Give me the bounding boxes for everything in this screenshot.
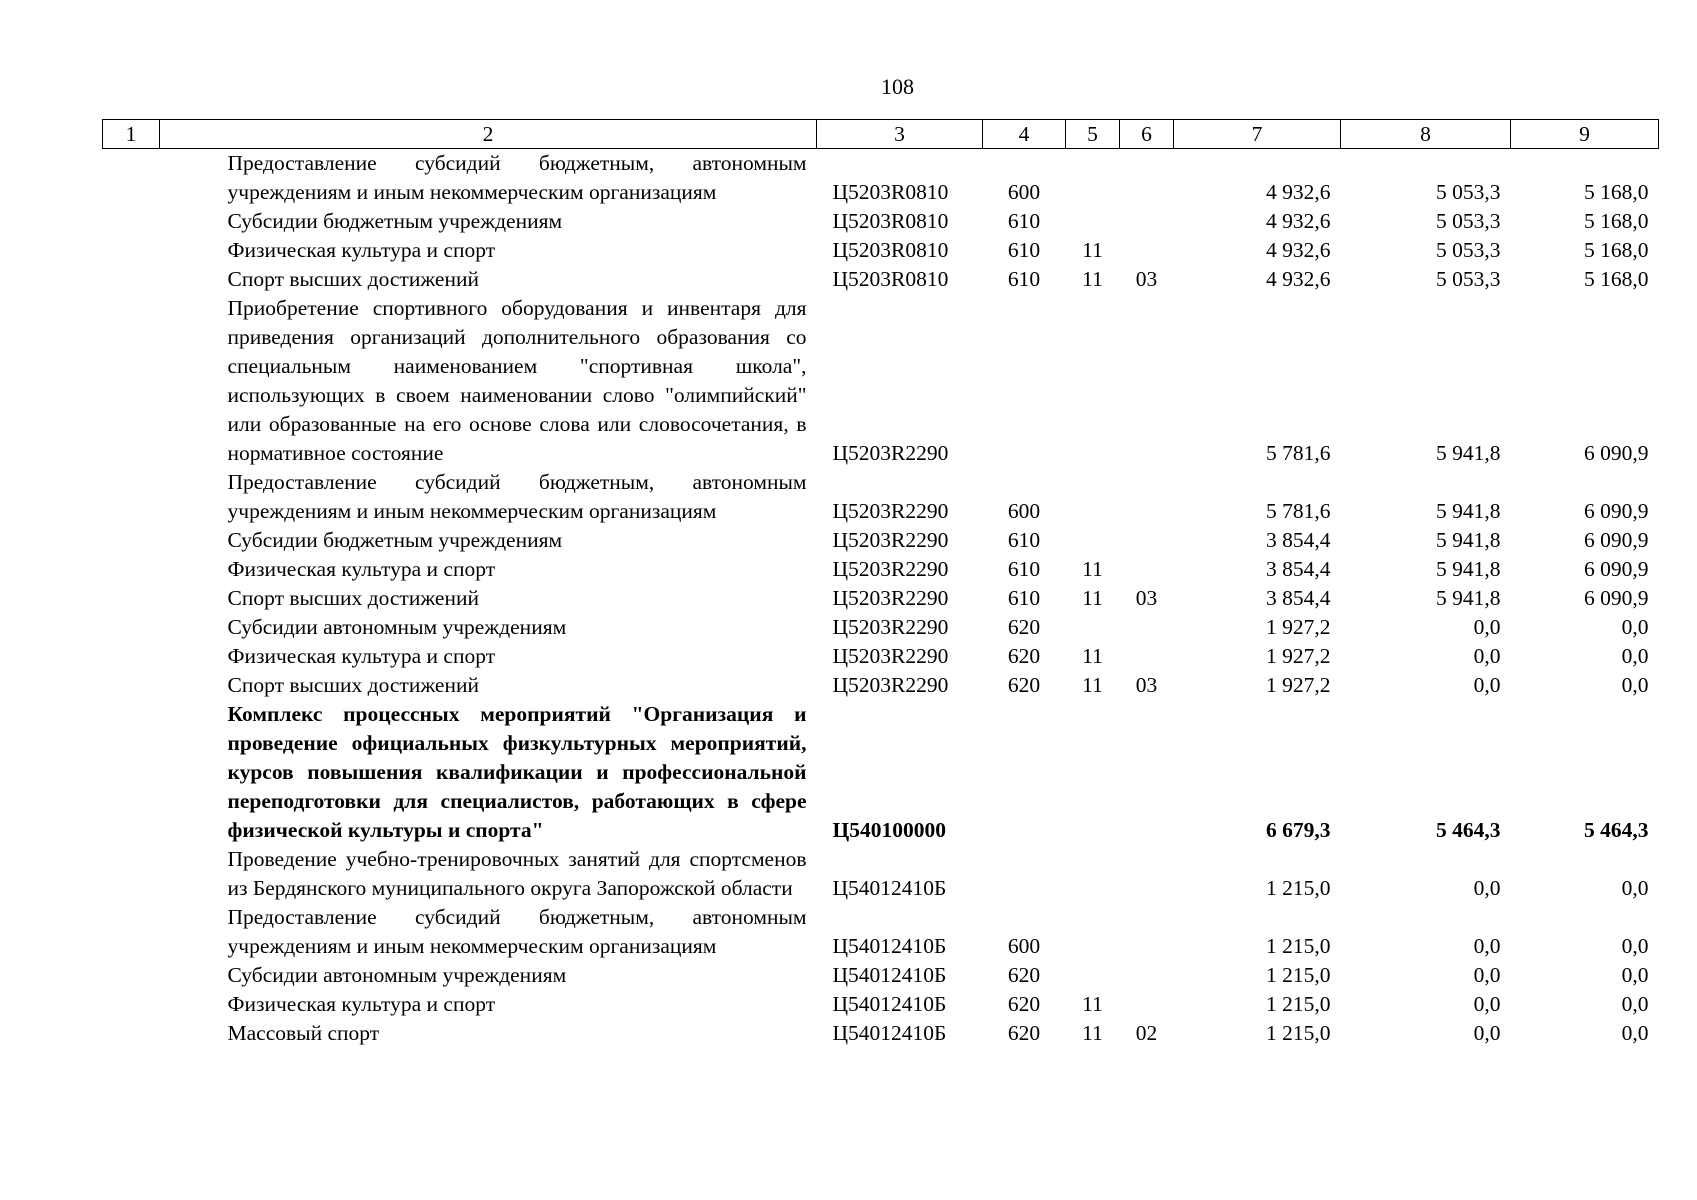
amount-col7-cell: 5 781,6 <box>1266 441 1331 465</box>
section-cell: 11 <box>1082 267 1103 291</box>
amount-col9-cell: 6 090,9 <box>1584 586 1649 610</box>
expense-type-cell <box>983 700 1066 845</box>
row-spacer-cell <box>103 236 160 265</box>
header-col-6: 6 <box>1120 120 1174 149</box>
expense-type-cell <box>983 845 1066 903</box>
section-cell <box>1066 613 1120 642</box>
amount-col9-cell: 5 464,3 <box>1584 818 1649 842</box>
amount-col7-cell: 1 215,0 <box>1266 963 1331 987</box>
expense-type-cell: 610 <box>1007 528 1041 552</box>
target-code-cell: Ц5203R0810 <box>832 209 949 233</box>
subsection-cell <box>1120 526 1174 555</box>
section-cell: 11 <box>1082 238 1103 262</box>
section-cell <box>1066 961 1120 990</box>
target-code-cell: Ц5203R2290 <box>832 528 949 552</box>
expense-type-cell: 620 <box>1007 992 1041 1016</box>
row-spacer-cell <box>103 700 160 845</box>
amount-col9-cell: 0,0 <box>1621 992 1649 1016</box>
amount-col7-cell: 1 215,0 <box>1266 992 1331 1016</box>
table-row <box>103 990 1659 1019</box>
target-code-cell: Ц5203R2290 <box>832 615 949 639</box>
amount-col7-cell: 1 215,0 <box>1266 1021 1331 1045</box>
amount-col7-cell: 3 854,4 <box>1266 557 1331 581</box>
item-name-cell: Субсидии автономным учреждениям <box>227 963 567 987</box>
amount-col8-cell: 0,0 <box>1473 644 1501 668</box>
budget-table <box>102 119 1659 1048</box>
header-col-5: 5 <box>1066 120 1120 149</box>
item-name-cell: Спорт высших достижений <box>227 586 479 610</box>
target-code-cell: Ц5203R0810 <box>832 238 949 262</box>
amount-col9-cell: 6 090,9 <box>1584 441 1649 465</box>
item-name-cell: Субсидии автономным учреждениям <box>227 615 567 639</box>
item-name-cell: Приобретение спортивного оборудования и инвентаря для приведения организаций дополнительного образования со специальным наименованием "спортивная школа", использующих в своем наименовании слово "олимпийский" или образованные на его основе слова или словосочетания, в нормативное состояние <box>227 296 807 465</box>
table-row <box>103 671 1659 700</box>
amount-col8-cell: 5 941,8 <box>1436 586 1501 610</box>
amount-col8-cell: 0,0 <box>1473 876 1501 900</box>
table-body <box>103 149 1659 1049</box>
section-cell <box>1066 207 1120 236</box>
row-spacer-cell <box>103 845 160 903</box>
section-cell <box>1066 294 1120 468</box>
section-cell <box>1066 468 1120 526</box>
row-spacer-cell <box>103 671 160 700</box>
amount-col9-cell: 0,0 <box>1621 615 1649 639</box>
target-code-cell: Ц54012410Б <box>832 934 947 958</box>
table-row <box>103 584 1659 613</box>
amount-col8-cell: 0,0 <box>1473 934 1501 958</box>
row-spacer-cell <box>103 207 160 236</box>
header-col-4: 4 <box>983 120 1066 149</box>
header-col-2: 2 <box>160 120 817 149</box>
table-row <box>103 845 1659 903</box>
section-cell: 11 <box>1082 586 1103 610</box>
table-row <box>103 149 1659 208</box>
amount-col8-cell: 5 941,8 <box>1436 528 1501 552</box>
expense-type-cell: 610 <box>1007 586 1041 610</box>
amount-col8-cell: 5 053,3 <box>1436 180 1501 204</box>
amount-col7-cell: 4 932,6 <box>1266 180 1331 204</box>
target-code-cell: Ц540100000 <box>832 818 946 842</box>
section-cell <box>1066 700 1120 845</box>
amount-col8-cell: 0,0 <box>1473 992 1501 1016</box>
table-row <box>103 468 1659 526</box>
target-code-cell: Ц54012410Б <box>832 963 947 987</box>
amount-col9-cell: 0,0 <box>1621 934 1649 958</box>
row-spacer-cell <box>103 613 160 642</box>
row-spacer-cell <box>103 294 160 468</box>
amount-col9-cell: 0,0 <box>1621 876 1649 900</box>
amount-col9-cell: 0,0 <box>1621 644 1649 668</box>
amount-col8-cell: 5 941,8 <box>1436 557 1501 581</box>
table-row <box>103 265 1659 294</box>
section-cell: 11 <box>1082 673 1103 697</box>
section-cell: 11 <box>1082 1021 1103 1045</box>
amount-col8-cell: 5 941,8 <box>1436 441 1501 465</box>
section-cell: 11 <box>1082 557 1103 581</box>
expense-type-cell: 610 <box>1007 238 1041 262</box>
table-row <box>103 700 1659 845</box>
item-name-cell: Спорт высших достижений <box>227 267 479 291</box>
subsection-cell: 03 <box>1135 586 1158 610</box>
amount-col7-cell: 4 932,6 <box>1266 209 1331 233</box>
target-code-cell: Ц5203R2290 <box>832 586 949 610</box>
subsection-cell <box>1120 613 1174 642</box>
amount-col9-cell: 6 090,9 <box>1584 528 1649 552</box>
expense-type-cell: 620 <box>1007 673 1041 697</box>
expense-type-cell: 600 <box>1007 499 1041 523</box>
row-spacer-cell <box>103 903 160 961</box>
subsection-cell <box>1120 207 1174 236</box>
table-row <box>103 613 1659 642</box>
target-code-cell: Ц5203R2290 <box>832 557 949 581</box>
row-spacer-cell <box>103 642 160 671</box>
amount-col7-cell: 1 215,0 <box>1266 934 1331 958</box>
amount-col7-cell: 3 854,4 <box>1266 586 1331 610</box>
amount-col7-cell: 1 927,2 <box>1266 615 1331 639</box>
table-row <box>103 207 1659 236</box>
subsection-cell: 03 <box>1135 673 1158 697</box>
row-spacer-cell <box>103 265 160 294</box>
header-col-8: 8 <box>1341 120 1511 149</box>
subsection-cell <box>1120 845 1174 903</box>
header-col-9: 9 <box>1511 120 1659 149</box>
item-name-cell: Предоставление субсидий бюджетным, автономным учреждениям и иным некоммерческим организациям <box>227 470 807 523</box>
row-spacer-cell <box>103 149 160 208</box>
amount-col7-cell: 6 679,3 <box>1266 818 1331 842</box>
amount-col7-cell: 1 215,0 <box>1266 876 1331 900</box>
header-col-7: 7 <box>1174 120 1341 149</box>
item-name-cell: Физическая культура и спорт <box>227 238 496 262</box>
amount-col8-cell: 5 053,3 <box>1436 238 1501 262</box>
expense-type-cell: 620 <box>1007 963 1041 987</box>
amount-col9-cell: 6 090,9 <box>1584 557 1649 581</box>
item-name-cell: Проведение учебно-тренировочных занятий для спортсменов из Бердянского муниципального округа Запорожской области <box>227 847 807 900</box>
expense-type-cell: 620 <box>1007 644 1041 668</box>
amount-col7-cell: 3 854,4 <box>1266 528 1331 552</box>
amount-col9-cell: 5 168,0 <box>1584 180 1649 204</box>
item-name-cell: Массовый спорт <box>227 1021 380 1045</box>
row-spacer-cell <box>103 1019 160 1048</box>
target-code-cell: Ц54012410Б <box>832 992 947 1016</box>
item-name-cell: Комплекс процессных мероприятий "Организация и проведение официальных физкультурных мероприятий, курсов повышения квалификации и профессиональной переподготовки для специалистов, работающих в сфере физической культуры и спорта" <box>227 702 807 842</box>
amount-col9-cell: 0,0 <box>1621 673 1649 697</box>
table-row <box>103 642 1659 671</box>
section-cell: 11 <box>1082 992 1103 1016</box>
header-col-3: 3 <box>817 120 983 149</box>
subsection-cell <box>1120 468 1174 526</box>
section-cell: 11 <box>1082 644 1103 668</box>
item-name-cell: Предоставление субсидий бюджетным, автономным учреждениям и иным некоммерческим организациям <box>227 151 807 204</box>
subsection-cell <box>1120 294 1174 468</box>
amount-col8-cell: 5 941,8 <box>1436 499 1501 523</box>
subsection-cell <box>1120 990 1174 1019</box>
section-cell <box>1066 526 1120 555</box>
table-header-row <box>103 120 1659 149</box>
table-row <box>103 236 1659 265</box>
expense-type-cell: 610 <box>1007 209 1041 233</box>
target-code-cell: Ц5203R2290 <box>832 673 949 697</box>
amount-col8-cell: 0,0 <box>1473 673 1501 697</box>
table-row <box>103 526 1659 555</box>
item-name-cell: Субсидии бюджетным учреждениям <box>227 209 563 233</box>
amount-col7-cell: 5 781,6 <box>1266 499 1331 523</box>
amount-col7-cell: 1 927,2 <box>1266 673 1331 697</box>
amount-col9-cell: 0,0 <box>1621 1021 1649 1045</box>
subsection-cell <box>1120 642 1174 671</box>
target-code-cell: Ц5203R2290 <box>832 441 949 465</box>
amount-col8-cell: 0,0 <box>1473 1021 1501 1045</box>
amount-col8-cell: 0,0 <box>1473 963 1501 987</box>
amount-col8-cell: 5 053,3 <box>1436 267 1501 291</box>
subsection-cell <box>1120 961 1174 990</box>
table-row <box>103 903 1659 961</box>
target-code-cell: Ц5203R2290 <box>832 499 949 523</box>
table-row <box>103 1019 1659 1048</box>
expense-type-cell: 600 <box>1007 180 1041 204</box>
page-number: 108 <box>881 74 914 99</box>
target-code-cell: Ц5203R0810 <box>832 267 949 291</box>
section-cell <box>1066 149 1120 208</box>
target-code-cell: Ц54012410Б <box>832 1021 947 1045</box>
row-spacer-cell <box>103 990 160 1019</box>
item-name-cell: Физическая культура и спорт <box>227 644 496 668</box>
row-spacer-cell <box>103 555 160 584</box>
amount-col9-cell: 5 168,0 <box>1584 209 1649 233</box>
amount-col9-cell: 5 168,0 <box>1584 238 1649 262</box>
table-row <box>103 961 1659 990</box>
amount-col7-cell: 4 932,6 <box>1266 238 1331 262</box>
subsection-cell <box>1120 700 1174 845</box>
amount-col8-cell: 5 053,3 <box>1436 209 1501 233</box>
header-col-1: 1 <box>103 120 160 149</box>
expense-type-cell: 600 <box>1007 934 1041 958</box>
item-name-cell: Физическая культура и спорт <box>227 992 496 1016</box>
expense-type-cell: 620 <box>1007 615 1041 639</box>
subsection-cell <box>1120 149 1174 208</box>
subsection-cell: 02 <box>1135 1021 1158 1045</box>
amount-col8-cell: 5 464,3 <box>1436 818 1501 842</box>
amount-col7-cell: 1 927,2 <box>1266 644 1331 668</box>
amount-col9-cell: 0,0 <box>1621 963 1649 987</box>
expense-type-cell: 610 <box>1007 267 1041 291</box>
item-name-cell: Предоставление субсидий бюджетным, автономным учреждениям и иным некоммерческим организациям <box>227 905 807 958</box>
amount-col9-cell: 5 168,0 <box>1584 267 1649 291</box>
target-code-cell: Ц5203R0810 <box>832 180 949 204</box>
target-code-cell: Ц5203R2290 <box>832 644 949 668</box>
target-code-cell: Ц54012410Б <box>832 876 947 900</box>
expense-type-cell: 620 <box>1007 1021 1041 1045</box>
row-spacer-cell <box>103 961 160 990</box>
row-spacer-cell <box>103 584 160 613</box>
amount-col9-cell: 6 090,9 <box>1584 499 1649 523</box>
table-row <box>103 555 1659 584</box>
expense-type-cell: 610 <box>1007 557 1041 581</box>
expense-type-cell <box>983 294 1066 468</box>
item-name-cell: Субсидии бюджетным учреждениям <box>227 528 563 552</box>
item-name-cell: Спорт высших достижений <box>227 673 479 697</box>
subsection-cell <box>1120 903 1174 961</box>
item-name-cell: Физическая культура и спорт <box>227 557 496 581</box>
section-cell <box>1066 845 1120 903</box>
section-cell <box>1066 903 1120 961</box>
row-spacer-cell <box>103 468 160 526</box>
amount-col8-cell: 0,0 <box>1473 615 1501 639</box>
subsection-cell: 03 <box>1135 267 1158 291</box>
subsection-cell <box>1120 555 1174 584</box>
amount-col7-cell: 4 932,6 <box>1266 267 1331 291</box>
row-spacer-cell <box>103 526 160 555</box>
table-row <box>103 294 1659 468</box>
subsection-cell <box>1120 236 1174 265</box>
